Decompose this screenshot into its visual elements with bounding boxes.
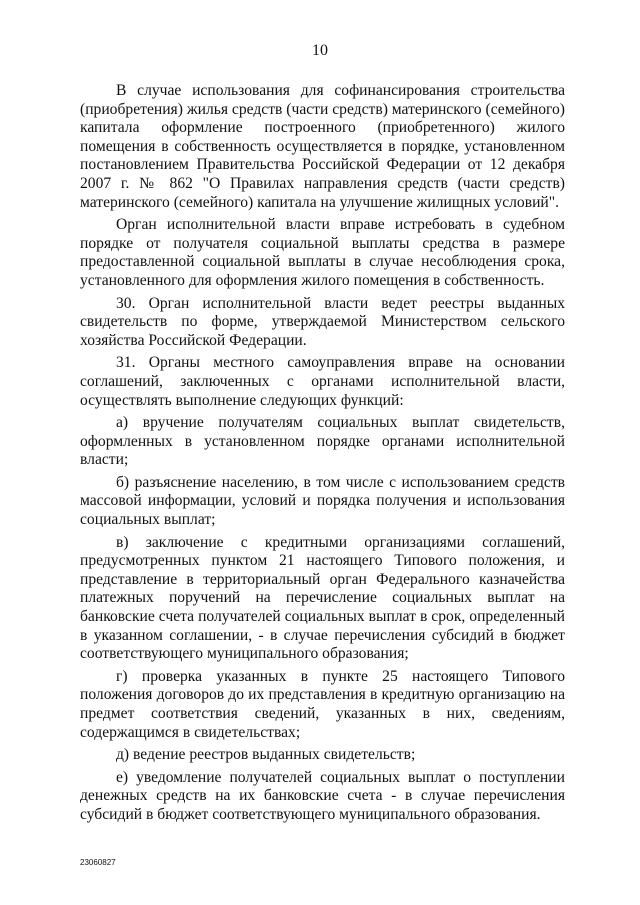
paragraph-31-v: в) заключение с кредитными организациями соглашений, предусмотренных пунктом 21 настоящего Типового положения, и представление в территориальный орган Федерального казначейства платежных поручений на перечисление социальных выплат на банковские счета получателей социальных выплат в срок, определенный в указанном соглашении, - в случае перечисления субсидий в бюджет соответствующего муниципального образования; [80, 533, 565, 663]
paragraph-maternity-capital: В случае использования для софинансирования строительства (приобретения) жилья средств (части средств) материнского (семейного) капитала оформление построенного (приобретенного) жилого помещения в собственность осуществляется в порядке, установленном постановлением Правительства Российской Федерации от 12 декабря 2007 г. № 862 "О Правилах направления средств (части средств) материнского (семейного) капитала на улучшение жилищных условий". [80, 82, 565, 211]
paragraph-31-a: а) вручение получателям социальных выплат свидетельств, оформленных в установленном порядке органами исполнительной власти; [80, 414, 565, 469]
paragraph-31: 31. Органы местного самоуправления вправе на основании соглашений, заключенных с органами исполнительной власти, осуществлять выполнение следующих функций: [80, 354, 565, 409]
document-body [80, 82, 565, 829]
paragraph-31-g: г) проверка указанных в пункте 25 настоящего Типового положения договоров до их представления в кредитную организацию на предмет соответствия сведений, указанных в них, сведениям, содержащимся в свидетельствах; [80, 667, 565, 741]
footer-document-code: 23060827 [80, 858, 116, 867]
paragraph-30: 30. Орган исполнительной власти ведет реестры выданных свидетельств по форме, утверждаемой Министерством сельского хозяйства Российской Федерации. [80, 294, 565, 349]
paragraph-31-d: д) ведение реестров выданных свидетельств; [116, 746, 416, 764]
paragraph-court-recovery: Орган исполнительной власти вправе истребовать в судебном порядке от получателя социальной выплаты средства в размере предоставленной социальной выплаты в случае несоблюдения срока, установленного для оформления жилого помещения в собственность. [80, 216, 565, 289]
paragraph-31-e: е) уведомление получателей социальных выплат о поступлении денежных средств на их банковские счета - в случае перечисления субсидий в бюджет соответствующего муниципального образования. [80, 768, 565, 823]
page-number: 10 [312, 42, 328, 59]
paragraph-31-b: б) разъяснение населению, в том числе с использованием средств массовой информации, условий и порядка получения и использования социальных выплат; [80, 473, 565, 529]
